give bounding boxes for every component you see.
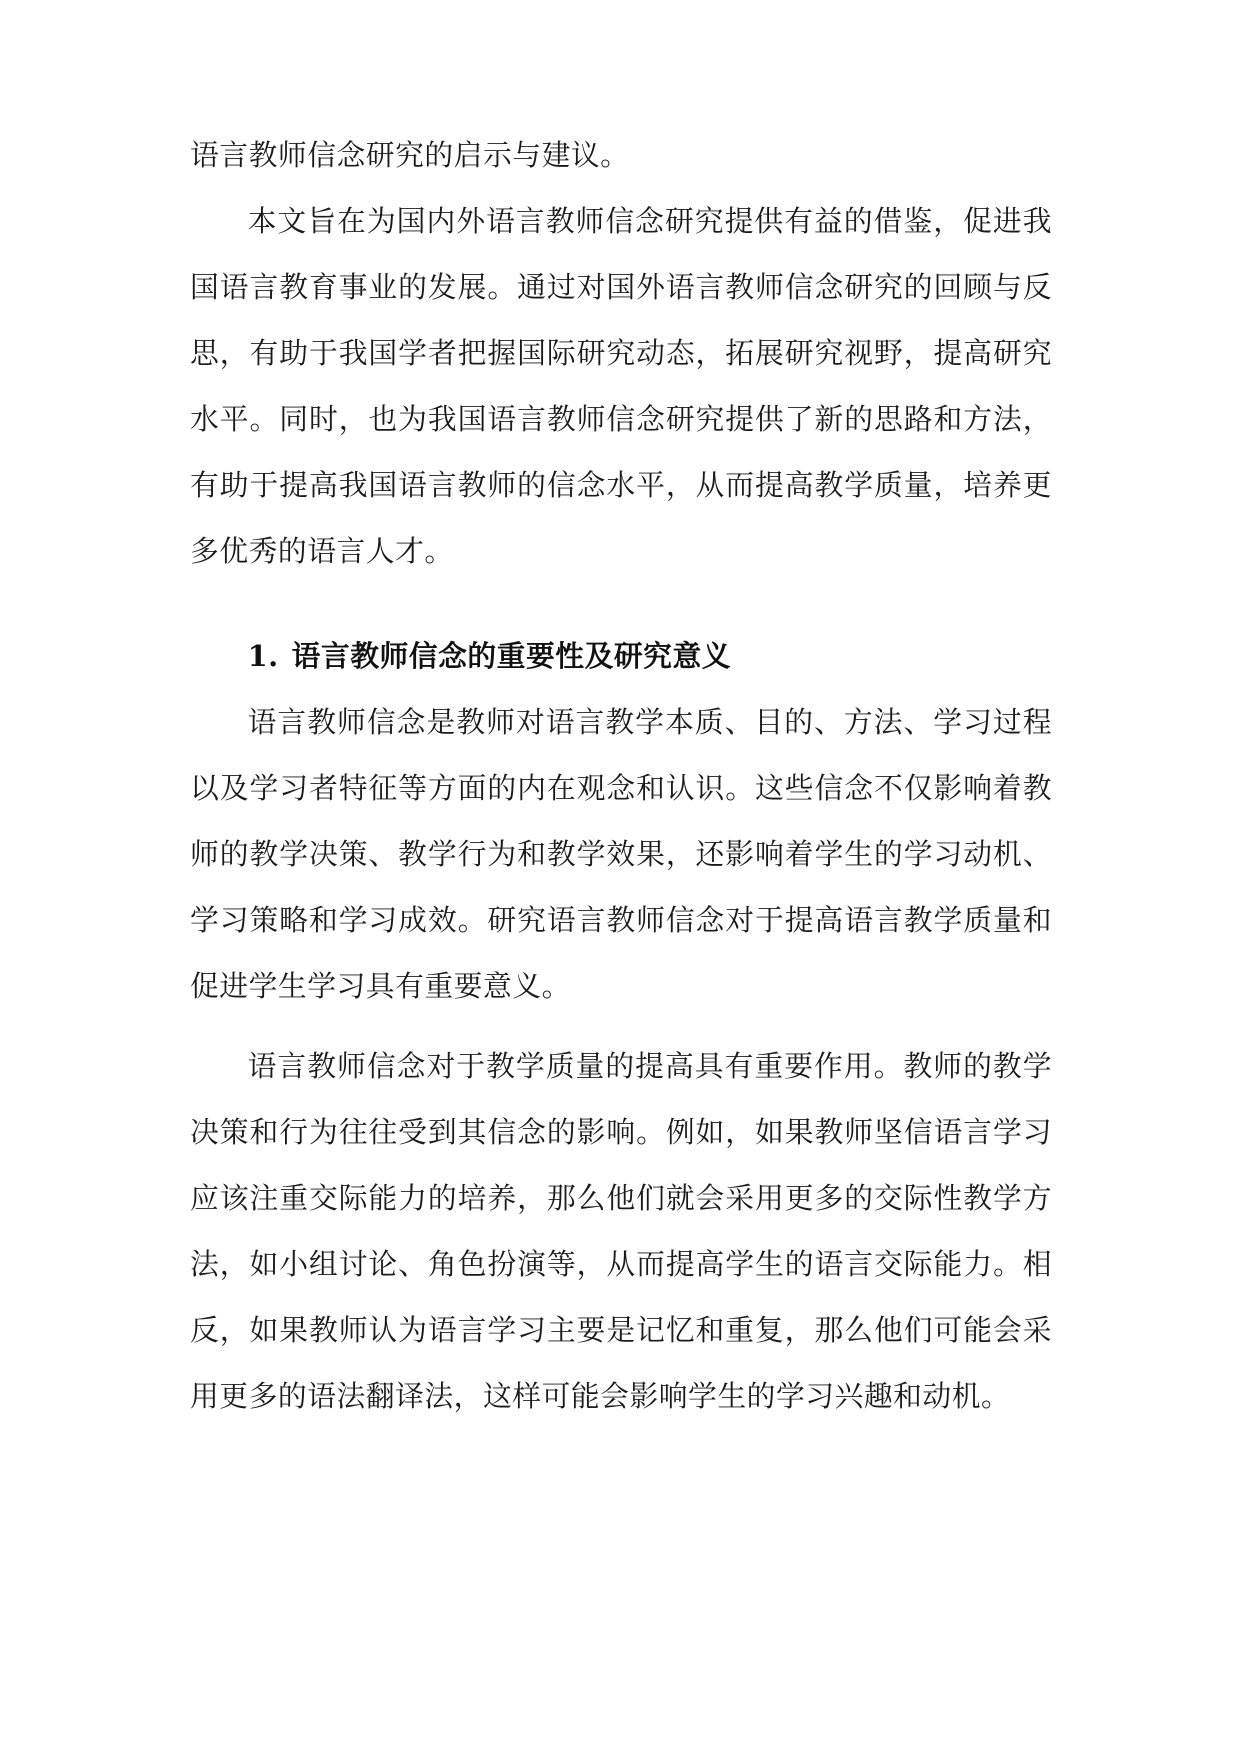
text-block-top [190,122,1052,188]
text-block-definition [190,689,1052,1019]
text-block-intro [190,188,1052,584]
section-number: 1. [247,639,279,673]
paragraph-continued: 语言教师信念研究的启示与建议。 [190,138,630,172]
text-block-heading [190,623,1052,689]
paragraph-quality: 语言教师信念对于教学质量的提高具有重要作用。教师的教学决策和行为往往受到其信念的影响。例如，如果教师坚信语言学习应该注重交际能力的培养，那么他们就会采用更多的交际性教学方法，如小组讨论、角色扮演等，从而提高学生的语言交际能力。相反，如果教师认为语言学习主要是记忆和重复，那么他们可能会采用更多的语法翻译法，这样可能会影响学生的学习兴趣和动机。 [190,1049,1052,1413]
text-block-quality [190,1033,1052,1429]
paragraph-intro: 本文旨在为国内外语言教师信念研究提供有益的借鉴，促进我国语言教育事业的发展。通过对国外语言教师信念研究的回顾与反思，有助于我国学者把握国际研究动态，拓展研究视野，提高研究水平。同时，也为我国语言教师信念研究提供了新的思路和方法，有助于提高我国语言教师的信念水平，从而提高教学质量，培养更多优秀的语言人才。 [190,204,1052,568]
section-heading [190,623,1052,689]
paragraph-definition: 语言教师信念是教师对语言教学本质、目的、方法、学习过程以及学习者特征等方面的内在观念和认识。这些信念不仅影响着教师的教学决策、教学行为和教学效果，还影响着学生的学习动机、学习策略和学习成效。研究语言教师信念对于提高语言教学质量和促进学生学习具有重要意义。 [190,705,1052,1003]
section-title: 语言教师信念的重要性及研究意义 [291,639,732,673]
